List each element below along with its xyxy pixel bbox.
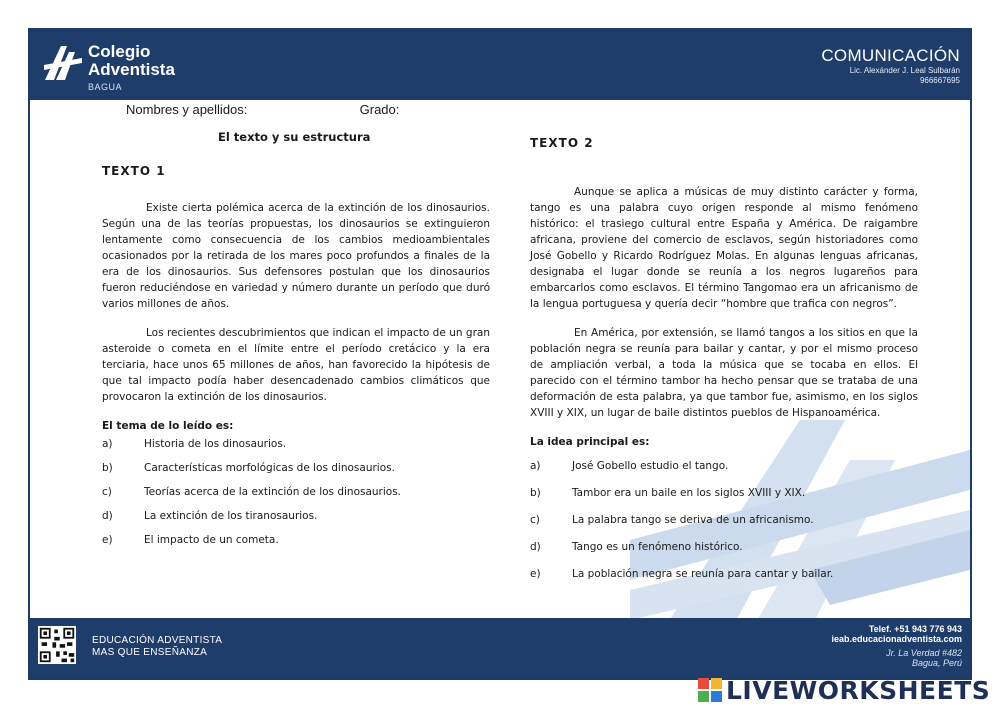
- option-letter: b): [102, 462, 113, 474]
- option-letter: c): [530, 514, 540, 526]
- subject-title: COMUNICACIÓN: [821, 46, 960, 65]
- school-name-line1: Colegio: [88, 42, 151, 61]
- grade-label: Grado:: [359, 102, 400, 117]
- footer-contact: [831, 624, 962, 668]
- option-text: Características morfológicas de los dinosaurios.: [144, 462, 395, 474]
- school-name: [88, 43, 175, 79]
- texto2-section: [530, 184, 918, 593]
- texto1-question: El tema de lo leído es:: [102, 420, 234, 432]
- texto1-heading: TEXTO 1: [102, 164, 166, 178]
- texto2-paragraph-1: Aunque se aplica a músicas de muy distinto carácter y forma, tango es una palabra cuyo origen responde al mismo fenómeno histórico: el trasiego cultural entre España y América. De raigambre africana, proviene del comercio de esclavos, según historiadores como José Gobello y Ricardo Rodríguez Molas. En algunas lenguas africanas, designaba el lugar donde se reunía a los negros lugareños para embarcarlos como esclavos. El término Tangomao era un africanismo de la lengua portuguesa y quería decir “hombre que trafica con negros”.: [530, 186, 918, 310]
- texto1-option-c[interactable]: [102, 484, 490, 508]
- school-city: BAGUA: [88, 82, 123, 92]
- texto2-question: La idea principal es:: [530, 436, 650, 448]
- liveworksheets-icon: [698, 678, 722, 702]
- school-logo-icon: [42, 44, 84, 82]
- teacher-phone: 966667695: [919, 76, 960, 85]
- texto1-paragraph-1: Existe cierta polémica acerca de la extinción de los dinosaurios. Según una de las teorías propuestas, los dinosaurios se extinguieron lentamente como consecuencia de los cambios medioambientales ocasionados por la retirada de los mares poco profundos a finales de la era de los dinosaurios. Sus defensores postulan que los dinosaurios fueron reduciéndose en variedad y número durante un período que duró varios millones de años.: [102, 202, 490, 310]
- option-text: Tambor era un baile en los siglos XVIII y XIX.: [572, 487, 806, 499]
- texto2-option-a[interactable]: [530, 458, 918, 485]
- option-text: La extinción de los tiranosaurios.: [144, 510, 318, 522]
- footer-address-1: Jr. La Verdad #482: [886, 648, 962, 658]
- texto1-paragraph-2: Los recientes descubrimientos que indican el impacto de un gran asteroide o cometa en el límite entre el período cretácico y la era terciaria, hace unos 65 millones de años, han favorecido la hipótesis de que tal impacto podía haber desencadenado cambios climáticos que provocaron la extinción de los dinosaurios.: [102, 327, 490, 403]
- texto1-option-a[interactable]: [102, 436, 490, 460]
- texto2-paragraph-2: En América, por extensión, se llamó tangos a los sitios en que la población negra se reunía para bailar y cantar, y por el mismo proceso de ampliación verbal, a toda la música que se tocaba en ellos. El parecido con el término tambor ha hecho pensar que se trataba de una deformación de esta palabra, ya que tambor fue, asimismo, en los siglos XVIII y XIX, un lugar de baile distintos pueblos de Hispanoamérica.: [530, 327, 918, 419]
- option-letter: e): [102, 534, 113, 546]
- footer-banner: [30, 618, 970, 678]
- option-text: La palabra tango se deriva de un africanismo.: [572, 514, 814, 526]
- option-text: José Gobello estudio el tango.: [572, 460, 729, 472]
- texto2-option-d[interactable]: [530, 539, 918, 566]
- student-info-line: [126, 102, 399, 117]
- subject-info: [821, 46, 960, 86]
- texto2-option-e[interactable]: [530, 566, 918, 593]
- option-letter: c): [102, 486, 112, 498]
- texto1-option-d[interactable]: [102, 508, 490, 532]
- footer-brand: [92, 635, 222, 659]
- texto2-heading: TEXTO 2: [530, 136, 594, 150]
- option-text: La población negra se reunía para cantar y bailar.: [572, 568, 834, 580]
- teacher-name: Lic. Alexánder J. Leal Sulbarán: [849, 66, 960, 75]
- option-letter: b): [530, 487, 541, 499]
- school-name-line2: Adventista: [88, 60, 175, 79]
- texto2-option-b[interactable]: [530, 485, 918, 512]
- option-letter: d): [102, 510, 113, 522]
- option-letter: d): [530, 541, 541, 553]
- option-letter: a): [530, 460, 541, 472]
- footer-website[interactable]: ieab.educacionadventista.com: [831, 634, 962, 644]
- option-text: Historia de los dinosaurios.: [144, 438, 287, 450]
- texto2-option-c[interactable]: [530, 512, 918, 539]
- worksheet-title: El texto y su estructura: [218, 130, 371, 144]
- option-text: El impacto de un cometa.: [144, 534, 279, 546]
- liveworksheets-wordmark: LIVEWORKSHEETS: [726, 675, 991, 705]
- header-banner: [30, 30, 970, 100]
- qr-code-icon: [38, 626, 76, 664]
- footer-address-2: Bagua, Perú: [911, 658, 962, 668]
- option-letter: a): [102, 438, 113, 450]
- liveworksheets-logo: [698, 676, 990, 704]
- footer-brand-line2: MAS QUE ENSEÑANZA: [92, 647, 208, 658]
- worksheet-page: [28, 28, 972, 680]
- option-text: Tango es un fenómeno histórico.: [572, 541, 743, 553]
- texto1-section: [102, 200, 490, 556]
- texto1-option-b[interactable]: [102, 460, 490, 484]
- option-text: Teorías acerca de la extinción de los dinosaurios.: [144, 486, 402, 498]
- footer-phone: Telef. +51 943 776 943: [868, 624, 962, 634]
- names-label: Nombres y apellidos:: [126, 102, 248, 117]
- texto1-option-e[interactable]: [102, 532, 490, 556]
- footer-brand-line1: EDUCACIÓN ADVENTISTA: [92, 635, 223, 646]
- option-letter: e): [530, 568, 541, 580]
